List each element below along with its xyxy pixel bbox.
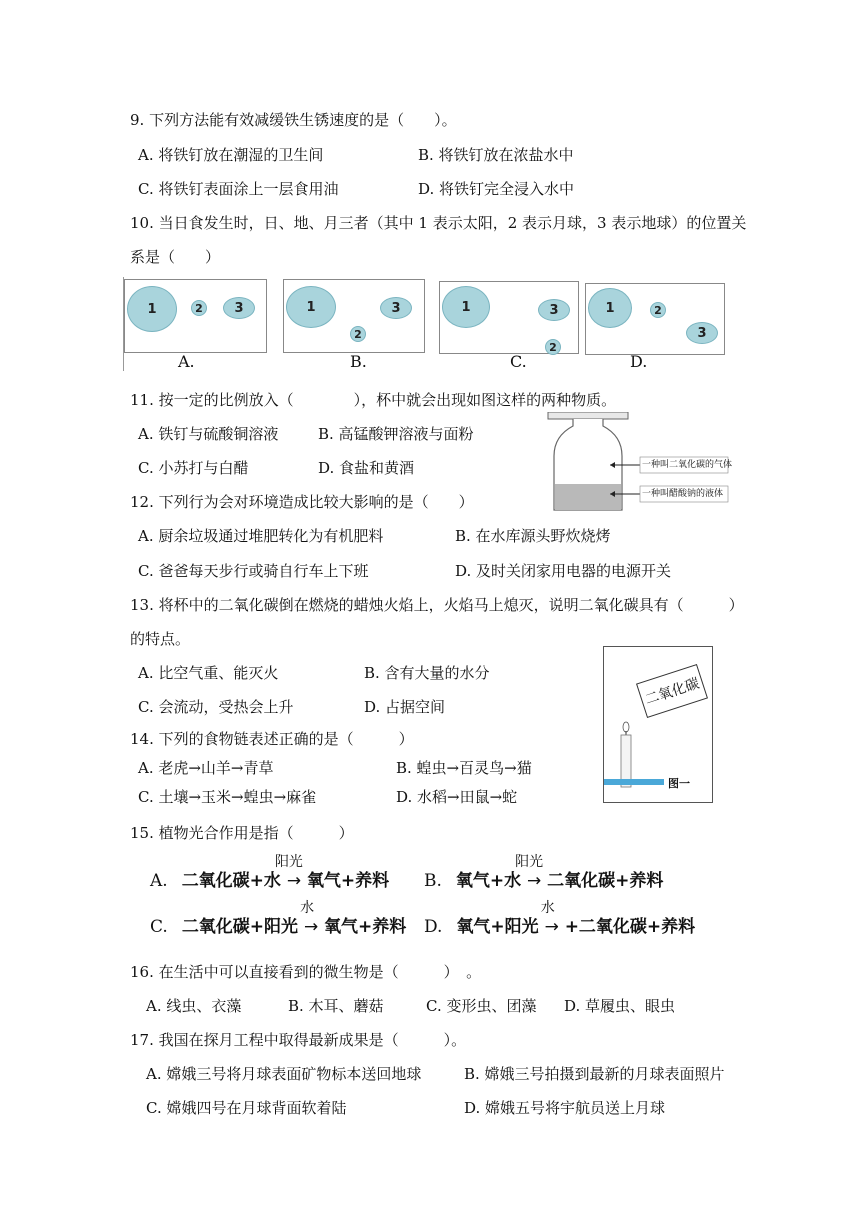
q11-option-c[interactable]: C. 小苏打与白醋 <box>138 459 249 477</box>
option-letter: A. <box>150 871 168 891</box>
q12-option-c[interactable]: C. 爸爸每天步行或骑自行车上下班 <box>138 562 369 580</box>
reactants: 二氧化碳+阳光 <box>181 917 299 937</box>
products: 二氧化碳+养料 <box>547 871 664 891</box>
liquid-label: 一种叫醋酸钠的液体 <box>642 489 724 499</box>
q9-option-d[interactable]: D. 将铁钉完全浸入水中 <box>418 180 575 198</box>
q16-option-a[interactable]: A. 线虫、衣藻 <box>146 997 242 1015</box>
q12-option-b[interactable]: B. 在水库源头野炊烧烤 <box>455 527 611 545</box>
q17-option-c[interactable]: C. 嫦娥四号在月球背面软着陆 <box>146 1099 347 1117</box>
reaction-arrow: → 阳光 <box>521 871 547 891</box>
moon-circle: 2 <box>650 302 666 318</box>
q10-diagram-a[interactable] <box>124 279 267 353</box>
q11-option-d[interactable]: D. 食盐和黄酒 <box>318 459 415 477</box>
q13-option-a[interactable]: A. 比空气重、能灭火 <box>138 664 279 682</box>
sun-circle: 1 <box>588 288 632 328</box>
q9-option-a[interactable]: A. 将铁钉放在潮湿的卫生间 <box>138 146 324 164</box>
q17-stem: 17. 我国在探月工程中取得最新成果是（ ）。 <box>130 1031 467 1049</box>
q13-stem-line1: 13. 将杯中的二氧化碳倒在燃烧的蜡烛火焰上，火焰马上熄灭，说明二氧化碳具有（ ） <box>130 596 744 614</box>
sun-circle: 1 <box>442 286 490 328</box>
q10-label-c: C. <box>510 352 527 371</box>
earth-circle: 3 <box>686 322 718 344</box>
earth-circle: 3 <box>538 299 570 321</box>
earth-circle: 3 <box>380 297 412 319</box>
reaction-arrow: → 水 <box>539 917 565 937</box>
q11-jar-figure <box>540 412 733 517</box>
q14-stem: 14. 下列的食物链表述正确的是（ ） <box>130 730 414 748</box>
sun-circle: 1 <box>127 286 177 332</box>
q10-diagram-d[interactable] <box>585 283 725 355</box>
moon-circle: 2 <box>545 339 561 355</box>
q17-option-d[interactable]: D. 嫦娥五号将宇航员送上月球 <box>464 1099 666 1117</box>
q14-option-d[interactable]: D. 水稻→田鼠→蛇 <box>396 788 518 806</box>
q13-option-c[interactable]: C. 会流动，受热会上升 <box>138 698 294 716</box>
reactants: 二氧化碳+水 <box>181 871 281 891</box>
q16-option-d[interactable]: D. 草履虫、眼虫 <box>564 997 676 1015</box>
q16-option-b[interactable]: B. 木耳、蘑菇 <box>288 997 384 1015</box>
condition: 阳光 <box>515 854 544 870</box>
q11-option-b[interactable]: B. 高锰酸钾溶液与面粉 <box>318 425 474 443</box>
products: 氧气+养料 <box>324 917 407 937</box>
q14-option-b[interactable]: B. 蝗虫→百灵鸟→猫 <box>396 759 532 777</box>
q13-option-b[interactable]: B. 含有大量的水分 <box>364 664 490 682</box>
q13-option-d[interactable]: D. 占据空间 <box>364 698 446 716</box>
gas-label: 一种叫二氧化碳的气体 <box>642 460 733 470</box>
reactants: 氧气+阳光 <box>456 917 539 937</box>
q17-option-a[interactable]: A. 嫦娥三号将月球表面矿物标本送回地球 <box>146 1065 422 1083</box>
reaction-arrow: → 水 <box>298 917 324 937</box>
condition: 水 <box>540 900 555 916</box>
q12-stem: 12. 下列行为会对环境造成比较大影响的是（ ） <box>130 493 474 511</box>
reactants: 氧气+水 <box>455 871 522 891</box>
reaction-arrow: → 阳光 <box>281 871 307 891</box>
q12-option-a[interactable]: A. 厨余垃圾通过堆肥转化为有机肥料 <box>138 527 384 545</box>
q16-option-c[interactable]: C. 变形虫、团藻 <box>426 997 537 1015</box>
moon-circle: 2 <box>191 300 207 316</box>
q15-stem: 15. 植物光合作用是指（ ） <box>130 824 354 842</box>
q15-option-b[interactable] <box>424 854 664 891</box>
q17-option-b[interactable]: B. 嫦娥三号拍摄到最新的月球表面照片 <box>464 1065 725 1083</box>
products: +二氧化碳+养料 <box>564 917 696 937</box>
q13-figure <box>603 646 713 803</box>
condition: 水 <box>300 900 315 916</box>
q15-option-c[interactable] <box>150 900 407 937</box>
q10-stem-line2: 系是（ ） <box>130 248 221 266</box>
option-letter: D. <box>424 917 443 937</box>
q11-option-a[interactable]: A. 铁钉与硫酸铜溶液 <box>138 425 279 443</box>
q14-option-a[interactable]: A. 老虎→山羊→青草 <box>138 759 274 777</box>
sun-circle: 1 <box>286 286 336 328</box>
q11-stem: 11. 按一定的比例放入（ ），杯中就会出现如图这样的两种物质。 <box>130 391 617 409</box>
candle-illustration <box>604 647 712 802</box>
q10-stem-line1: 10. 当日食发生时，日、地、月三者（其中 1 表示太阳，2 表示月球，3 表示地球）的位置关 <box>130 214 747 232</box>
q15-option-a[interactable] <box>150 854 390 891</box>
figure-caption: 图一 <box>668 777 690 790</box>
q16-stem: 16. 在生活中可以直接看到的微生物是（ ） 。 <box>130 963 482 981</box>
q9-option-b[interactable]: B. 将铁钉放在浓盐水中 <box>418 146 574 164</box>
q10-label-b: B. <box>350 352 367 371</box>
option-letter: C. <box>150 917 168 937</box>
products: 氧气+养料 <box>306 871 390 891</box>
q12-option-d[interactable]: D. 及时关闭家用电器的电源开关 <box>455 562 672 580</box>
q9-option-c[interactable]: C. 将铁钉表面涂上一层食用油 <box>138 180 339 198</box>
option-letter: B. <box>424 871 442 891</box>
condition: 阳光 <box>274 854 303 870</box>
q10-diagram-c[interactable] <box>439 281 579 354</box>
q14-option-c[interactable]: C. 土壤→玉米→蝗虫→麻雀 <box>138 788 317 806</box>
earth-circle: 3 <box>223 297 255 319</box>
q10-label-a: A. <box>178 352 195 371</box>
moon-circle: 2 <box>350 326 366 342</box>
q15-option-d[interactable] <box>424 900 696 937</box>
q13-stem-line2: 的特点。 <box>130 630 191 648</box>
q10-label-d: D. <box>630 352 648 371</box>
q9-stem: 9. 下列方法能有效减缓铁生锈速度的是（ ）。 <box>130 111 457 129</box>
co2-card-text: 二氧化碳 <box>643 675 702 709</box>
q10-diagram-b[interactable] <box>283 279 425 353</box>
